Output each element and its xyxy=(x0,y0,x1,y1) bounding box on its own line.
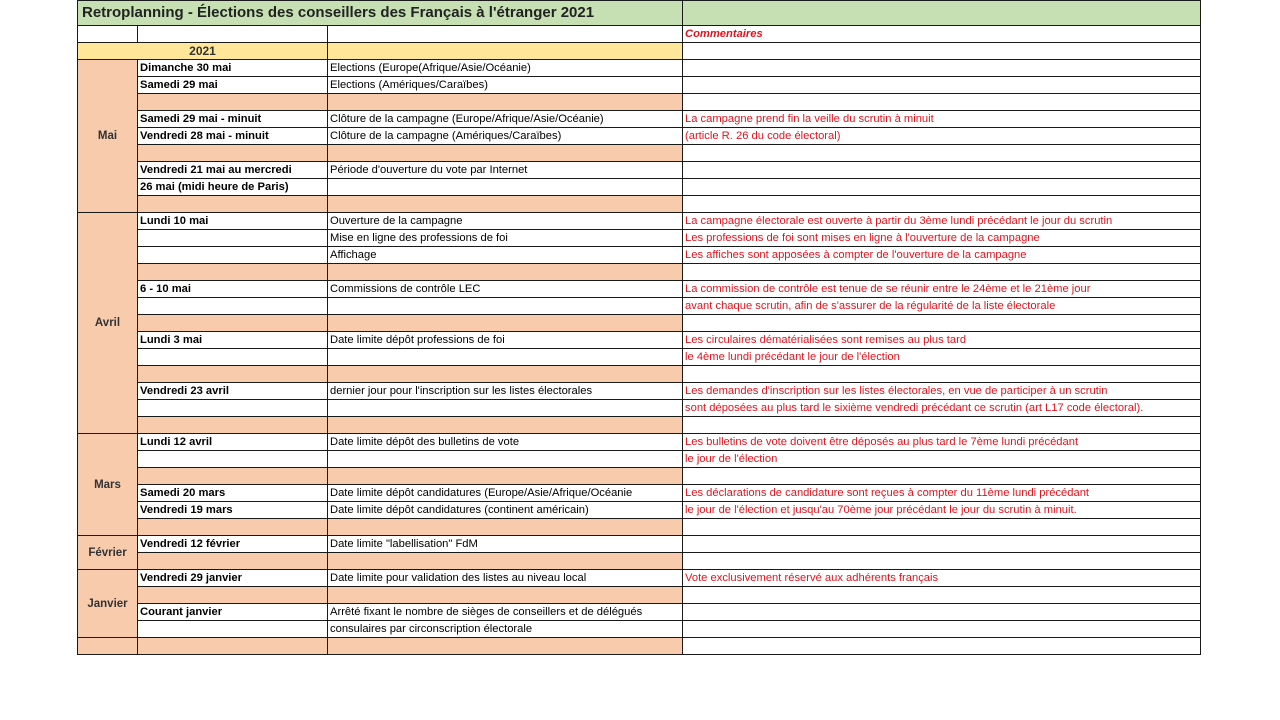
separator-cell xyxy=(138,94,328,111)
comment-cell: le 4ème lundi précédant le jour de l'élection xyxy=(683,349,1201,366)
event-cell: Elections (Europe(Afrique/Asie/Océanie) xyxy=(328,60,683,77)
month-label: Janvier xyxy=(78,570,138,638)
comment-cell: Les circulaires dématérialisées sont remises au plus tard xyxy=(683,332,1201,349)
event-cell: Arrêté fixant le nombre de sièges de conseillers et de délégués xyxy=(328,604,683,621)
table-row xyxy=(78,281,1201,298)
date-cell: Lundi 10 mai xyxy=(138,213,328,230)
table-row xyxy=(78,60,1201,77)
comment-cell: Les bulletins de vote doivent être déposés au plus tard le 7ème lundi précédant xyxy=(683,434,1201,451)
table-row xyxy=(78,400,1201,417)
year-comment-cell xyxy=(683,43,1201,60)
event-cell: Affichage xyxy=(328,247,683,264)
separator-cell xyxy=(138,587,328,604)
retroplanning-sheet xyxy=(77,0,1200,655)
table-row xyxy=(78,434,1201,451)
date-cell xyxy=(138,349,328,366)
event-cell: Date limite dépôt candidatures (Europe/Asie/Afrique/Océanie xyxy=(328,485,683,502)
month-label xyxy=(78,638,138,655)
separator-row xyxy=(78,196,1201,213)
table-row xyxy=(78,162,1201,179)
table-row xyxy=(78,570,1201,587)
comment-cell xyxy=(683,638,1201,655)
separator-cell xyxy=(328,638,683,655)
separator-cell xyxy=(328,553,683,570)
comment-cell xyxy=(683,315,1201,332)
comment-cell xyxy=(683,553,1201,570)
month-label: Février xyxy=(78,536,138,570)
comments-header: Commentaires xyxy=(683,26,1201,43)
comment-cell: Les déclarations de candidature sont reçues à compter du 11ème lundi précédant xyxy=(683,485,1201,502)
table-row xyxy=(78,383,1201,400)
event-cell: Elections (Amériques/Caraïbes) xyxy=(328,77,683,94)
event-cell: Commissions de contrôle LEC xyxy=(328,281,683,298)
comment-cell xyxy=(683,179,1201,196)
table-row xyxy=(78,604,1201,621)
table-row xyxy=(78,179,1201,196)
comment-cell xyxy=(683,587,1201,604)
comment-cell: La campagne électorale est ouverte à partir du 3ème lundi précédant le jour du scrutin xyxy=(683,213,1201,230)
separator-cell xyxy=(328,366,683,383)
event-cell: Période d'ouverture du vote par Internet xyxy=(328,162,683,179)
comment-cell xyxy=(683,468,1201,485)
date-cell xyxy=(138,247,328,264)
event-cell: Date limite dépôt candidatures (continent américain) xyxy=(328,502,683,519)
retroplanning-table xyxy=(77,0,1201,655)
table-row xyxy=(78,298,1201,315)
separator-cell xyxy=(328,94,683,111)
comment-cell xyxy=(683,162,1201,179)
separator-row xyxy=(78,366,1201,383)
separator-cell xyxy=(328,196,683,213)
event-cell xyxy=(328,298,683,315)
table-row xyxy=(78,485,1201,502)
event-cell: Clôture de la campagne (Europe/Afrique/Asie/Océanie) xyxy=(328,111,683,128)
table-row xyxy=(78,77,1201,94)
separator-row xyxy=(78,94,1201,111)
sheet-title: Retroplanning - Élections des conseillers des Français à l'étranger 2021 xyxy=(78,1,683,26)
separator-cell xyxy=(138,366,328,383)
event-cell xyxy=(328,179,683,196)
separator-row xyxy=(78,638,1201,655)
comment-cell: La commission de contrôle est tenue de se réunir entre le 24ème et le 21ème jour xyxy=(683,281,1201,298)
table-row xyxy=(78,502,1201,519)
comment-cell xyxy=(683,94,1201,111)
comment-cell xyxy=(683,604,1201,621)
comment-cell xyxy=(683,519,1201,536)
separator-row xyxy=(78,145,1201,162)
comment-cell xyxy=(683,264,1201,281)
title-blank-cell xyxy=(683,1,1201,26)
comment-cell: Vote exclusivement réservé aux adhérents français xyxy=(683,570,1201,587)
separator-row xyxy=(78,519,1201,536)
separator-cell xyxy=(138,417,328,434)
separator-cell xyxy=(328,264,683,281)
separator-cell xyxy=(328,315,683,332)
table-row xyxy=(78,213,1201,230)
table-row xyxy=(78,451,1201,468)
month-label: Mai xyxy=(78,60,138,213)
title-row xyxy=(78,1,1201,26)
date-cell: 26 mai (midi heure de Paris) xyxy=(138,179,328,196)
event-cell: Date limite pour validation des listes au niveau local xyxy=(328,570,683,587)
month-label: Mars xyxy=(78,434,138,536)
separator-cell xyxy=(138,264,328,281)
separator-cell xyxy=(138,196,328,213)
comment-cell: sont déposées au plus tard le sixième vendredi précédant ce scrutin (art L17 code électoral). xyxy=(683,400,1201,417)
separator-row xyxy=(78,587,1201,604)
event-cell: Ouverture de la campagne xyxy=(328,213,683,230)
year-row xyxy=(78,43,1201,60)
header-blank-cell xyxy=(78,26,138,43)
date-cell: Vendredi 12 février xyxy=(138,536,328,553)
separator-cell xyxy=(138,145,328,162)
event-cell: Date limite "labellisation" FdM xyxy=(328,536,683,553)
separator-cell xyxy=(138,468,328,485)
comment-cell xyxy=(683,77,1201,94)
date-cell: Vendredi 19 mars xyxy=(138,502,328,519)
year-label: 2021 xyxy=(78,43,328,60)
event-cell: consulaires par circonscription électorale xyxy=(328,621,683,638)
date-cell: Vendredi 21 mai au mercredi xyxy=(138,162,328,179)
date-cell: Samedi 29 mai - minuit xyxy=(138,111,328,128)
table-row xyxy=(78,247,1201,264)
comment-cell xyxy=(683,196,1201,213)
header-blank-cell xyxy=(138,26,328,43)
separator-cell xyxy=(328,587,683,604)
comment-cell: La campagne prend fin la veille du scrutin à minuit xyxy=(683,111,1201,128)
date-cell: Vendredi 23 avril xyxy=(138,383,328,400)
date-cell: Vendredi 29 janvier xyxy=(138,570,328,587)
table-row xyxy=(78,332,1201,349)
event-cell: Clôture de la campagne (Amériques/Caraïbes) xyxy=(328,128,683,145)
header-blank-cell xyxy=(328,26,683,43)
table-row xyxy=(78,621,1201,638)
comment-cell xyxy=(683,621,1201,638)
separator-cell xyxy=(328,468,683,485)
separator-row xyxy=(78,468,1201,485)
separator-row xyxy=(78,264,1201,281)
header-row xyxy=(78,26,1201,43)
comment-cell: Les affiches sont apposées à compter de l'ouverture de la campagne xyxy=(683,247,1201,264)
date-cell: Courant janvier xyxy=(138,604,328,621)
comment-cell xyxy=(683,145,1201,162)
date-cell: Lundi 3 mai xyxy=(138,332,328,349)
date-cell: Lundi 12 avril xyxy=(138,434,328,451)
separator-cell xyxy=(138,315,328,332)
event-cell: Date limite dépôt professions de foi xyxy=(328,332,683,349)
separator-row xyxy=(78,417,1201,434)
comment-cell xyxy=(683,417,1201,434)
separator-cell xyxy=(328,519,683,536)
comment-cell: avant chaque scrutin, afin de s'assurer de la régularité de la liste électorale xyxy=(683,298,1201,315)
month-label: Avril xyxy=(78,213,138,434)
separator-cell xyxy=(138,519,328,536)
table-row xyxy=(78,128,1201,145)
date-cell xyxy=(138,298,328,315)
date-cell: 6 - 10 mai xyxy=(138,281,328,298)
date-cell xyxy=(138,621,328,638)
comment-cell: le jour de l'élection et jusqu'au 70ème jour précédant le jour du scrutin à minuit. xyxy=(683,502,1201,519)
date-cell: Samedi 29 mai xyxy=(138,77,328,94)
separator-cell xyxy=(138,553,328,570)
comment-cell xyxy=(683,536,1201,553)
table-row xyxy=(78,230,1201,247)
event-cell xyxy=(328,451,683,468)
date-cell xyxy=(138,451,328,468)
date-cell: Dimanche 30 mai xyxy=(138,60,328,77)
separator-cell xyxy=(328,417,683,434)
separator-cell xyxy=(328,145,683,162)
event-cell: dernier jour pour l'inscription sur les listes électorales xyxy=(328,383,683,400)
comment-cell xyxy=(683,366,1201,383)
separator-cell xyxy=(138,638,328,655)
event-cell: Date limite dépôt des bulletins de vote xyxy=(328,434,683,451)
comment-cell: (article R. 26 du code électoral) xyxy=(683,128,1201,145)
date-cell xyxy=(138,230,328,247)
comment-cell: Les demandes d'inscription sur les listes électorales, en vue de participer à un scrutin xyxy=(683,383,1201,400)
comment-cell xyxy=(683,60,1201,77)
date-cell: Samedi 20 mars xyxy=(138,485,328,502)
event-cell xyxy=(328,400,683,417)
table-row xyxy=(78,349,1201,366)
event-cell: Mise en ligne des professions de foi xyxy=(328,230,683,247)
date-cell xyxy=(138,400,328,417)
separator-row xyxy=(78,553,1201,570)
table-row xyxy=(78,111,1201,128)
table-row xyxy=(78,536,1201,553)
separator-row xyxy=(78,315,1201,332)
comment-cell: le jour de l'élection xyxy=(683,451,1201,468)
comment-cell: Les professions de foi sont mises en ligne à l'ouverture de la campagne xyxy=(683,230,1201,247)
event-cell xyxy=(328,349,683,366)
year-blank-cell xyxy=(328,43,683,60)
date-cell: Vendredi 28 mai - minuit xyxy=(138,128,328,145)
